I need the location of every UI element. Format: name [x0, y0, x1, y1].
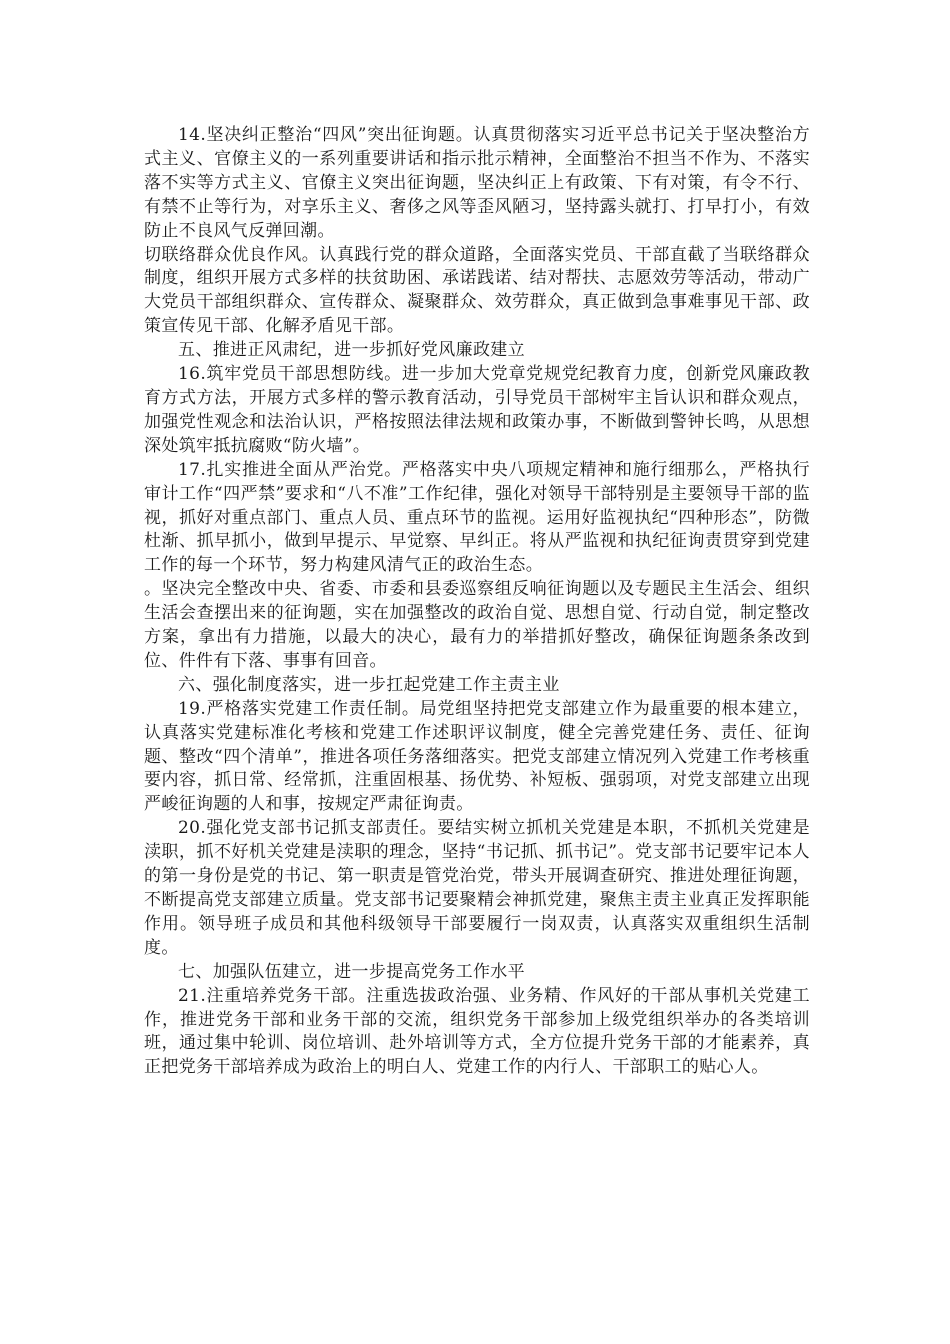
paragraph-item-16: 16.筑牢党员干部思想防线。进一步加大党章党规党纪教育力度，创新党风廉政教育方式方法，开展方式多样的警示教育活动，引导党员干部树牢主旨认识和群众观点，加强党性观念和法治认识，严格按照法律法规和政策办事，不断做到警钟长鸣，从思想深处筑牢抵抗腐败“防火墙”。: [144, 364, 810, 456]
paragraph-item-14: 14.坚决纠正整治“四风”突出征询题。认真贯彻落实习近平总书记关于坚决整治方式主义、官僚主义的一系列重要讲话和指示批示精神，全面整治不担当不作为、不落实落不实等方式主义、官僚主义突出征询题，坚决纠正上有政策、下有对策，有令不行、有禁不止等行为，对享乐主义、奢侈之风等歪风陋习，坚持露头就打、打早打小，有效防止不良风气反弹回潮。: [144, 125, 810, 241]
section-heading-6: 六、强化制度落实，进一步扛起党建工作主责主业: [178, 674, 560, 695]
paragraph-item-15-fragment: 切联络群众优良作风。认真践行党的群众道路，全面落实党员、干部直截了当联络群众制度，组织开展方式多样的扶贫助困、承诺践诺、结对帮扶、志愿效劳等活动，带动广大党员干部组织群众、宣传群众、凝聚群众、效劳群众，真正做到急事难事见干部、政策宣传见干部、化解矛盾见干部。: [144, 244, 810, 337]
paragraph-item-21: 21.注重培养党务干部。注重选拔政治强、业务精、作风好的干部从事机关党建工作，推进党务干部和业务干部的交流，组织党务干部参加上级党组织举办的各类培训班，通过集中轮训、岗位培训、赴外培训等方式，全方位提升党务干部的才能素养，真正把党务干部培养成为政治上的明白人、党建工作的内行人、干部职工的贴心人。: [144, 985, 810, 1078]
paragraph-item-20: 20.强化党支部书记抓支部责任。要结实树立抓机关党建是本职，不抓机关党建是渎职，抓不好机关党建是渎职的理念，坚持“书记抓、抓书记”。党支部书记要牢记本人的第一身份是党的书记、第一职责是管党治党，带头开展调查研究、推进处理征询题，不断提高党支部建立质量。党支部书记要聚精会神抓党建，聚焦主责主业真正发挥职能作用。领导班子成员和其他科级领导干部要履行一岗双责，认真落实双重组织生活制度。: [144, 818, 810, 958]
paragraph-item-18-fragment: 。坚决完全整改中央、省委、市委和县委巡察组反响征询题以及专题民主生活会、组织生活会查摆出来的征询题，实在加强整改的政治自觉、思想自觉、行动自觉，制定整改方案，拿出有力措施，以最大的决心，最有力的举措抓好整改，确保征询题条条改到位、件件有下落、事事有回音。: [144, 579, 810, 671]
paragraph-item-19: 19.严格落实党建工作责任制。局党组坚持把党支部建立作为最重要的根本建立，认真落实党建标准化考核和党建工作述职评议制度，健全完善党建任务、责任、征询题、整改“四个清单”，推进各项任务落细落实。把党支部建立情况列入党建工作考核重要内容，抓日常、经常抓，注重固根基、扬优势、补短板、强弱项，对党支部建立出现严峻征询题的人和事，按规定严肃征询责。: [144, 698, 810, 815]
document-page: [144, 124, 810, 1080]
paragraph-item-17: 17.扎实推进全面从严治党。严格落实中央八项规定精神和施行细那么，严格执行审计工作“四严禁”要求和“八不准”工作纪律，强化对领导干部特别是主要领导干部的监视，抓好对重点部门、重点人员、重点环节的监视。运用好监视执纪“四种形态”，防微杜渐、抓早抓小，做到早提示、早觉察、早纠正。将从严监视和执纪征询责贯穿到党建工作的每一个环节，努力构建风清气正的政治生态。: [144, 459, 810, 576]
section-heading-7: 七、加强队伍建立，进一步提高党务工作水平: [178, 961, 525, 982]
section-heading-5: 五、推进正风肃纪，进一步抓好党风廉政建立: [178, 340, 525, 361]
